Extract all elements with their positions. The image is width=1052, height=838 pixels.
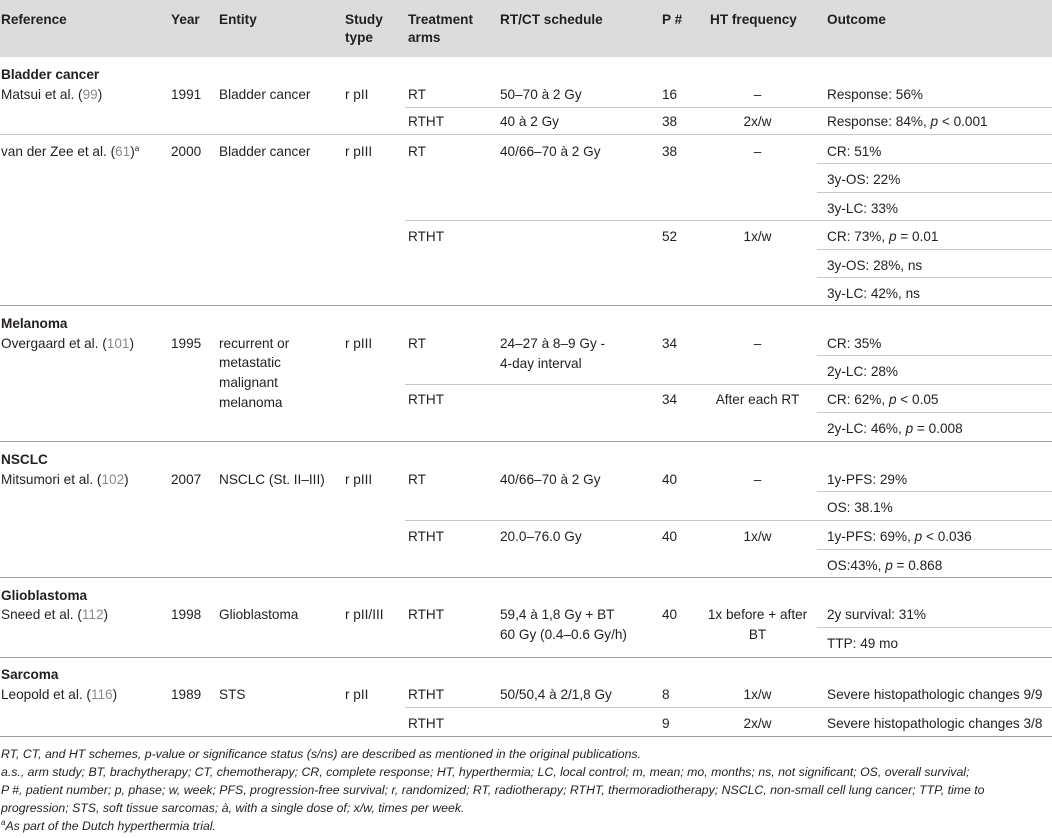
ht-frequency-cell: – [753,144,762,159]
row-divider [405,220,1052,221]
year-cell: 1995 [171,336,202,351]
ht-frequency-cell: 1x/w [743,229,772,244]
year-cell: 2007 [171,472,202,487]
citation-link[interactable]: 102 [101,472,125,487]
study-type-cell: r pIII [345,336,373,351]
table-bottom-border [0,736,1052,737]
ht-frequency-cell: BT [748,627,767,642]
citation-link[interactable]: 101 [106,336,130,351]
row-divider [817,163,1052,164]
schedule-cell: 4-day interval [500,356,582,371]
ht-frequency-cell: – [753,472,762,487]
outcome-cell: CR: 51% [827,144,882,159]
row-divider [405,384,1052,385]
study-type-cell: r pII [345,687,369,702]
outcome-cell: CR: 35% [827,336,882,351]
schedule-cell: 40/66–70 à 2 Gy [500,144,601,159]
patients-cell: 34 [662,392,678,407]
arm-cell: RT [408,144,426,159]
row-divider [405,707,1052,708]
citation-link[interactable]: 61 [115,144,131,159]
col-header-entity: Entity [219,12,257,27]
citation-link[interactable]: 99 [82,87,98,102]
patients-cell: 52 [662,229,678,244]
section-divider [0,657,1052,658]
reference-cell: Leopold et al. (116) [1,687,118,702]
reference-cell: Mitsumori et al. (102) [1,472,129,487]
section-title-sarcoma: Sarcoma [1,667,59,682]
row-divider [405,107,1052,108]
col-header-ht-frequency: HT frequency [710,12,797,27]
patients-cell: 16 [662,87,678,102]
patients-cell: 40 [662,529,678,544]
arm-cell: RTHT [408,529,444,544]
col-header-reference: Reference [1,12,67,27]
patients-cell: 40 [662,607,678,622]
entity-cell: STS [219,687,246,702]
outcome-cell: CR: 73%, p = 0.01 [827,229,939,244]
study-type-cell: r pII/III [345,607,384,622]
reference-cell: Overgaard et al. (101) [1,336,134,351]
study-type-cell: r pIII [345,472,373,487]
entity-cell: malignant [219,375,278,390]
col-header-treatment-arms-2: arms [408,30,441,45]
outcome-cell: OS:43%, p = 0.868 [827,558,943,573]
ht-frequency-cell: After each RT [715,392,800,407]
patients-cell: 9 [662,716,670,731]
ht-frequency-cell: 1x/w [743,687,772,702]
arm-cell: RTHT [408,229,444,244]
outcome-cell: CR: 62%, p < 0.05 [827,392,939,407]
outcome-cell: 2y-LC: 28% [827,364,899,379]
patients-cell: 38 [662,114,678,129]
outcome-cell: 3y-LC: 42%, ns [827,286,920,301]
col-header-study-type-2: type [345,30,373,45]
outcome-cell: 3y-OS: 28%, ns [827,258,923,273]
outcome-cell: TTP: 49 mo [827,636,899,651]
arm-cell: RTHT [408,716,444,731]
row-divider [817,277,1052,278]
patients-cell: 8 [662,687,670,702]
footnote-line: $^a$As part of the Dutch hyperthermia trial. [1,818,216,833]
arm-cell: RT [408,336,426,351]
section-title-melanoma: Melanoma [1,316,68,331]
table-header [0,0,1052,57]
row-divider [817,249,1052,250]
outcome-cell: Severe histopathologic changes 9/9 [827,687,1043,702]
outcome-cell: Severe histopathologic changes 3/8 [827,716,1043,731]
row-divider [817,491,1052,492]
row-divider [0,134,1052,135]
ht-frequency-cell: – [753,87,762,102]
patients-cell: 38 [662,144,678,159]
entity-cell: melanoma [219,395,283,410]
arm-cell: RTHT [408,687,444,702]
year-cell: 1991 [171,87,202,102]
year-cell: 2000 [171,144,202,159]
outcome-cell: 2y-LC: 46%, p = 0.008 [827,421,963,436]
section-divider [0,577,1052,578]
outcome-cell: 1y-PFS: 29% [827,472,908,487]
reference-cell: Sneed et al. (112) [1,607,109,622]
row-divider [817,412,1052,413]
arm-cell: RT [408,87,426,102]
arm-cell: RTHT [408,114,444,129]
citation-link[interactable]: 112 [81,607,104,622]
reference-cell: van der Zee et al. $(61)^a$ [1,144,140,159]
entity-cell: metastatic [219,355,281,370]
row-divider [817,627,1052,628]
outcome-cell: 1y-PFS: 69%, p < 0.036 [827,529,972,544]
footnote-line: progression; STS, soft tissue sarcomas; à, with a single dose of; x/w, times per week. [1,801,465,815]
entity-cell: recurrent or [219,336,290,351]
schedule-cell: 40 à 2 Gy [500,114,559,129]
section-title-bladder: Bladder cancer [1,67,100,82]
row-divider [817,192,1052,193]
ht-frequency-cell: 1x/w [743,529,772,544]
entity-cell: NSCLC (St. II–III) [219,472,325,487]
footnote-line: P #, patient number; p, phase; w, week; PFS, progression-free survival; r, randomized; RT, radiotherapy; RTHT, thermoradiotherapy; NSCLC, non-small cell lung cancer; TTP, time to [1,783,985,797]
footnote-line: a.s., arm study; BT, brachytherapy; CT, chemotherapy; CR, complete response; HT, hyperthermia; LC, local control; m, mean; mo, months; ns, not significant; OS, overall survival; [1,765,970,779]
outcome-cell: 3y-LC: 33% [827,201,899,216]
outcome-cell: 3y-OS: 22% [827,172,901,187]
row-divider [817,549,1052,550]
col-header-patients: P # [662,12,683,27]
col-header-year: Year [171,12,200,27]
schedule-cell: 59,4 à 1,8 Gy + BT [500,607,615,622]
schedule-cell: 40/66–70 à 2 Gy [500,472,601,487]
ht-frequency-cell: – [753,336,762,351]
outcome-cell: 2y survival: 31% [827,607,926,622]
arm-cell: RT [408,472,426,487]
arm-cell: RTHT [408,607,444,622]
entity-cell: Bladder cancer [219,87,311,102]
col-header-study-type: Study [345,12,383,27]
schedule-cell: 24–27 à 8–9 Gy - [500,336,606,351]
study-type-cell: r pII [345,87,369,102]
outcome-cell: Response: 84%, p < 0.001 [827,114,988,129]
section-title-glioblastoma: Glioblastoma [1,588,88,603]
section-divider [0,441,1052,442]
ht-frequency-cell: 2x/w [743,114,772,129]
reference-cell: Matsui et al. (99) [1,87,103,102]
arm-cell: RTHT [408,392,444,407]
footnote-line: RT, CT, and HT schemes, p-value or significance status (s/ns) are described as mentioned in the original publications. [1,747,641,761]
ht-frequency-cell: 1x before + after [707,607,808,622]
col-header-treatment-arms: Treatment [408,12,473,27]
entity-cell: Bladder cancer [219,144,311,159]
year-cell: 1998 [171,607,202,622]
col-header-outcome: Outcome [827,12,886,27]
schedule-cell: 60 Gy (0.4–0.6 Gy/h) [500,627,627,642]
row-divider [405,520,1052,521]
col-header-schedule: RT/CT schedule [500,12,603,27]
outcome-cell: Response: 56% [827,87,923,102]
citation-link[interactable]: 116 [90,687,113,702]
study-type-cell: r pIII [345,144,373,159]
schedule-cell: 50/50,4 à 2/1,8 Gy [500,687,612,702]
section-divider [0,305,1052,306]
schedule-cell: 50–70 à 2 Gy [500,87,582,102]
entity-cell: Glioblastoma [219,607,299,622]
row-divider [817,355,1052,356]
outcome-cell: OS: 38.1% [827,500,893,515]
schedule-cell: 20.0–76.0 Gy [500,529,582,544]
section-title-nsclc: NSCLC [1,452,48,467]
patients-cell: 40 [662,472,678,487]
ht-frequency-cell: 2x/w [743,716,772,731]
patients-cell: 34 [662,336,678,351]
year-cell: 1989 [171,687,202,702]
